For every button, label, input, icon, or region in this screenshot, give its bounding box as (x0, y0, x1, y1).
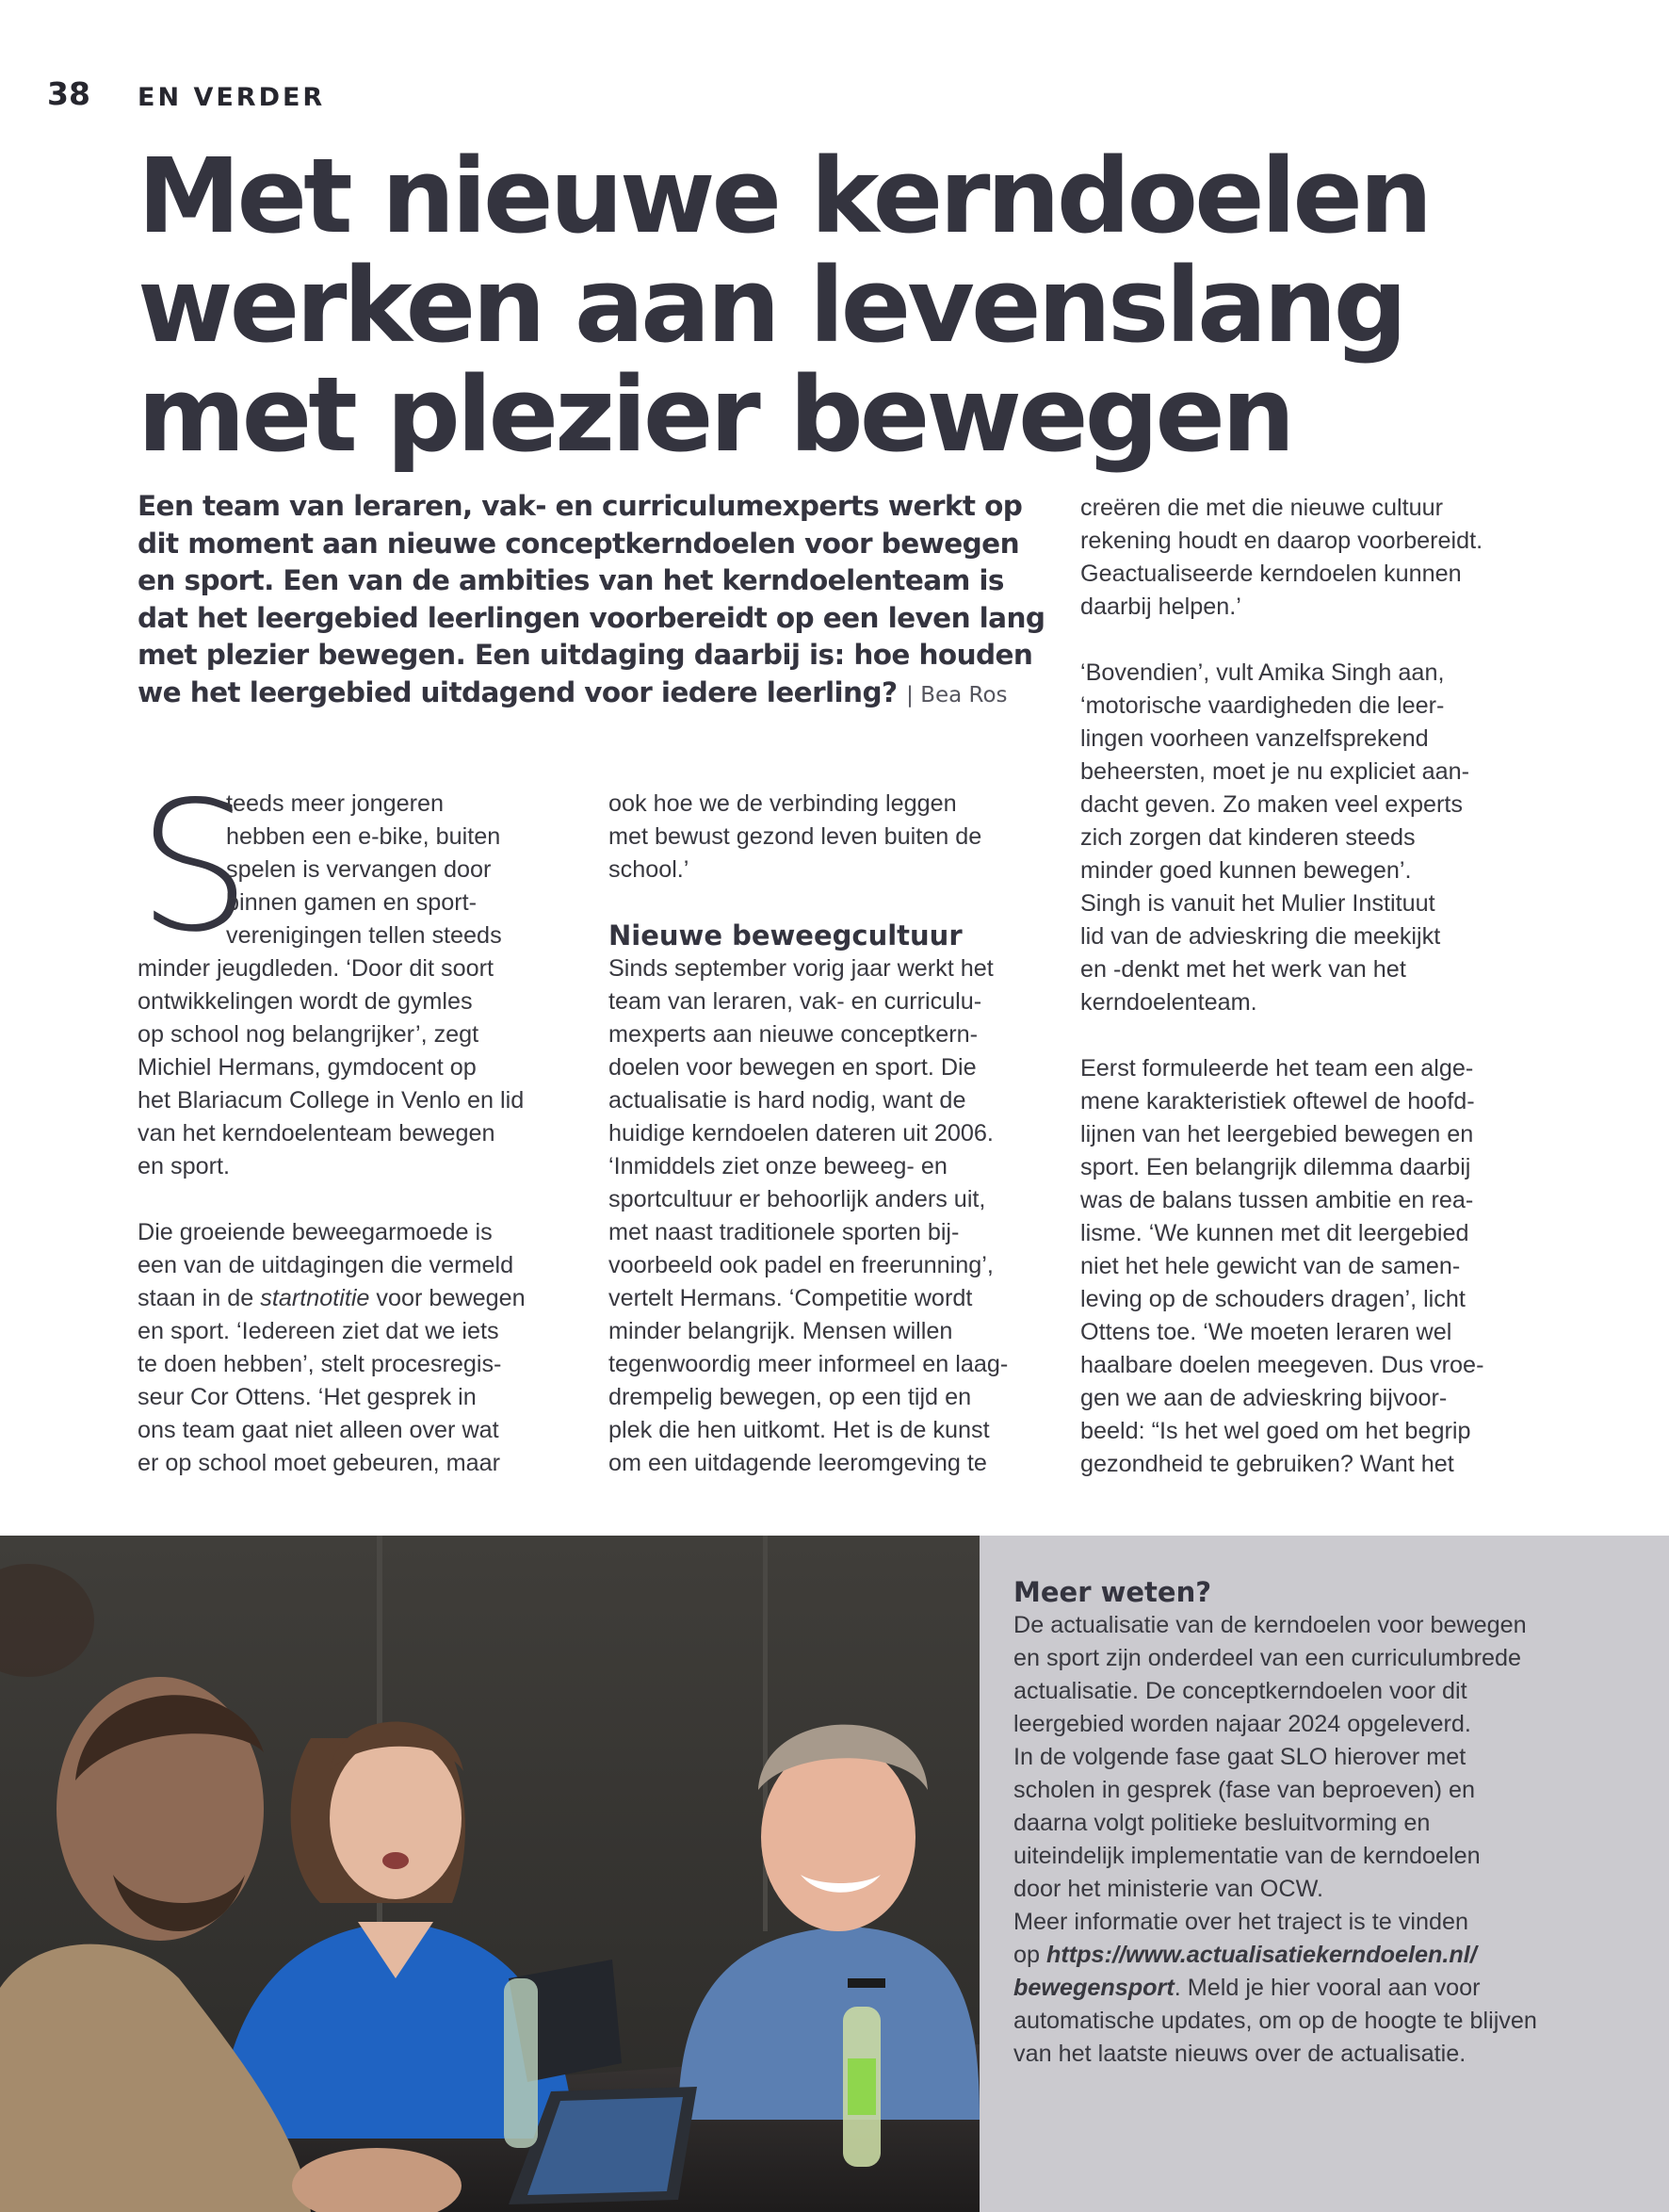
text-line: Geactualiseerde kerndoelen kunnen (1080, 561, 1462, 587)
website-link[interactable]: https://www.actualisatiekerndoelen.nl/ (1046, 1942, 1477, 1968)
dropcap-letter: S (138, 763, 251, 971)
text-line: en sport zijn onderdeel van een curriculumbrede (1013, 1645, 1522, 1671)
text-line: gen we aan de advieskring bijvoor- (1080, 1385, 1448, 1411)
text-line: leergebied worden najaar 2024 opgeleverd. (1013, 1711, 1471, 1737)
text-line: lingen voorheen vanzelfsprekend (1080, 725, 1429, 752)
text-line: actualisatie is hard nodig, want de (608, 1087, 966, 1114)
text-line: lid van de advieskring die meekijkt (1080, 923, 1441, 950)
text-line: ook hoe we de verbinding leggen (608, 790, 957, 817)
text-line: zich zorgen dat kinderen steeds (1080, 824, 1416, 851)
author-credit: | Bea Ros (906, 682, 1008, 708)
text-line: daarbij helpen.’ (1080, 594, 1241, 620)
text-line: dacht geven. Zo maken veel experts (1080, 791, 1464, 818)
paragraph (138, 788, 580, 1183)
text-line: een van de uitdagingen die vermeld (138, 1252, 514, 1278)
text-line: drempelig bewegen, op een tijd en (608, 1384, 972, 1410)
text-line: beeld: “Is het wel goed om het begrip (1080, 1418, 1471, 1444)
paragraph (138, 1216, 580, 1480)
article-column-1 (138, 788, 580, 1513)
text-line: binnen gamen en sport- (226, 889, 478, 916)
text-line: team van leraren, vak- en curriculu- (608, 988, 982, 1015)
text-line: gezondheid te gebruiken? Want het (1080, 1451, 1454, 1477)
text-fragment: op (1013, 1942, 1047, 1968)
text-line: met naast traditionele sporten bij- (608, 1219, 960, 1245)
text-line: van het kerndoelenteam bewegen (138, 1120, 495, 1147)
text-line: Ottens toe. ‘We moeten leraren wel (1080, 1319, 1452, 1345)
text-line: om een uitdagende leeromgeving te (608, 1450, 987, 1476)
paragraph (608, 952, 1051, 1480)
text-line: en sport. (138, 1153, 231, 1179)
text-line: mexperts aan nieuwe conceptkern- (608, 1021, 979, 1048)
text-line: was de balans tussen ambitie en rea- (1080, 1187, 1474, 1213)
text-line: ontwikkelingen wordt de gymles (138, 988, 473, 1015)
text-line: ‘Inmiddels ziet onze beweeg- en (608, 1153, 948, 1179)
text-line: teeds meer jongeren (226, 790, 445, 817)
info-box-content (1013, 1576, 1616, 2071)
text-line: niet het hele gewicht van de samen- (1080, 1253, 1461, 1279)
text-line: leving op de schouders dragen’, licht (1080, 1286, 1466, 1312)
text-line: vertelt Hermans. ‘Competitie wordt (608, 1285, 973, 1311)
text-line: In de volgende fase gaat SLO hierover met (1013, 1744, 1466, 1770)
paragraph (1080, 492, 1532, 624)
text-line: Eerst formuleerde het team een alge- (1080, 1055, 1474, 1082)
text-line: ‘motorische vaardigheden die leer- (1080, 692, 1445, 719)
text-line: te doen hebben’, stelt procesregis- (138, 1351, 502, 1377)
info-box-title: Meer weten? (1013, 1576, 1212, 1608)
text-line (1013, 1939, 1616, 1972)
text-line: ‘Bovendien’, vult Amika Singh aan, (1080, 659, 1445, 686)
text-line: minder goed kunnen bewegen’. (1080, 857, 1412, 884)
text-line: beheersten, moet je nu expliciet aan- (1080, 758, 1470, 785)
text-line: daarna volgt politieke besluitvorming en (1013, 1810, 1431, 1836)
text-line: met bewust gezond leven buiten de (608, 823, 982, 850)
text-line: lisme. ‘We kunnen met dit leergebied (1080, 1220, 1469, 1246)
text-line: sport. Een belangrijk dilemma daarbij (1080, 1154, 1471, 1180)
text-line: kerndoelenteam. (1080, 989, 1257, 1016)
text-line: Sinds september vorig jaar werkt het (608, 955, 994, 982)
text-line: lijnen van het leergebied bewegen en (1080, 1121, 1474, 1147)
text-line: Michiel Hermans, gymdocent op (138, 1054, 477, 1081)
intro-paragraph (138, 488, 1056, 714)
intro-text: Een team van leraren, vak- en curriculumexperts werkt op dit moment aan nieuwe conceptkerndoelen voor bewegen en sport. Een van de ambities van het kerndoelenteam is dat het leergebied leerlingen voorbereidt op een leven lang met plezier bewegen. Een uitdaging daarbij is: hoe houden we het leergebied uitdagend voor iedere leerling? (138, 490, 1045, 708)
text-line: De actualisatie van de kerndoelen voor bewegen (1013, 1612, 1527, 1638)
text-fragment: . Meld je hier vooral aan voor (1174, 1975, 1481, 2001)
text-line: tegenwoordig meer informeel en laag- (608, 1351, 1009, 1377)
text-line: seur Cor Ottens. ‘Het gesprek in (138, 1384, 477, 1410)
paragraph (608, 788, 1051, 886)
text-line: huidige kerndoelen dateren uit 2006. (608, 1120, 994, 1147)
text-line: spelen is vervangen door (226, 856, 492, 883)
paragraph (1080, 657, 1532, 1019)
article-photo (0, 1536, 980, 2212)
text-line: en sport. ‘Iedereen ziet dat we iets (138, 1318, 499, 1344)
text-line: actualisatie. De conceptkerndoelen voor dit (1013, 1678, 1467, 1704)
text-line: Meer informatie over het traject is te vinden (1013, 1909, 1468, 1935)
text-line: sportcultuur er behoorlijk anders uit, (608, 1186, 986, 1212)
text-line: school.’ (608, 856, 689, 883)
text-line: scholen in gesprek (fase van beproeven) en (1013, 1777, 1476, 1803)
text-line: uiteindelijk implementatie van de kerndoelen (1013, 1843, 1481, 1869)
text-line: en -denkt met het werk van het (1080, 956, 1406, 983)
text-line: minder belangrijk. Mensen willen (608, 1318, 953, 1344)
text-line: creëren die met die nieuwe cultuur (1080, 495, 1444, 521)
info-box (980, 1536, 1669, 2212)
text-line: er op school moet gebeuren, maar (138, 1450, 501, 1476)
headline-line: met plezier bewegen (138, 354, 1292, 475)
text-line: op school nog belangrijker’, zegt (138, 1021, 479, 1048)
text-line: mene karakteristiek oftewel de hoofd- (1080, 1088, 1475, 1114)
text-fragment: staan in de (138, 1285, 261, 1311)
paragraph (1080, 1052, 1532, 1481)
text-line: door het ministerie van OCW. (1013, 1876, 1323, 1902)
text-line: van het laatste nieuws over de actualisatie. (1013, 2041, 1466, 2067)
text-line: plek die hen uitkomt. Het is de kunst (608, 1417, 990, 1443)
text-line: automatische updates, om op de hoogte te blijven (1013, 2008, 1537, 2034)
text-line: hebben een e-bike, buiten (226, 823, 501, 850)
text-line: verenigingen tellen steeds (226, 922, 502, 949)
text-line: voorbeeld ook padel en freerunning’, (608, 1252, 994, 1278)
text-line: ons team gaat niet alleen over wat (138, 1417, 499, 1443)
subheading: Nieuwe beweegcultuur (608, 919, 963, 951)
headline-line: werken aan levenslang (138, 245, 1404, 366)
article-column-3 (1080, 492, 1532, 1514)
startnotitie-term: startnotitie (260, 1285, 370, 1311)
text-line (138, 1282, 580, 1315)
article-column-2 (608, 788, 1051, 1513)
text-line: minder jeugdleden. ‘Door dit soort (138, 955, 494, 982)
text-line: Singh is vanuit het Mulier Instituut (1080, 890, 1435, 917)
section-label: EN VERDER (138, 83, 326, 112)
text-line: haalbare doelen meegeven. Dus vroe- (1080, 1352, 1484, 1378)
page-number: 38 (47, 75, 90, 112)
text-line: rekening houdt en daarop voorbereidt. (1080, 528, 1483, 554)
text-line: Die groeiende beweegarmoede is (138, 1219, 493, 1245)
text-fragment: voor bewegen (369, 1285, 526, 1311)
text-line: doelen voor bewegen en sport. Die (608, 1054, 977, 1081)
website-link-continued[interactable]: bewegensport (1013, 1975, 1175, 2001)
meeting-photo-illustration (0, 1536, 980, 2212)
text-line: het Blariacum College in Venlo en lid (138, 1087, 525, 1114)
headline-line: Met nieuwe kerndoelen (138, 136, 1430, 256)
text-line (1013, 1972, 1616, 2005)
headline (138, 136, 1607, 475)
